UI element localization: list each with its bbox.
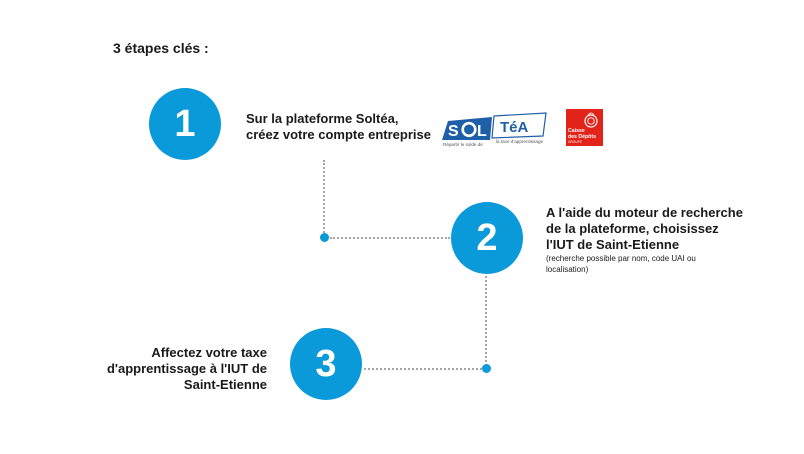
step-3-line-1: Affectez votre taxe: [151, 345, 267, 360]
step-1-line-1: Sur la plateforme Soltéa,: [246, 111, 399, 126]
step-3-text: [100, 345, 267, 393]
step-2-line-3: l'IUT de Saint-Etienne: [546, 237, 680, 252]
soltea-logo: [440, 112, 548, 148]
soltea-logo-tagline-right: la taxe d'apprentissage: [496, 139, 544, 144]
step-2-line-1: A l'aide du moteur de recherche: [546, 205, 743, 220]
step-3-line-3: Saint-Etienne: [183, 377, 267, 392]
step-2-note-line-1: (recherche possible par nom, code UAI ou: [546, 254, 696, 263]
connector-1-dot: [320, 233, 329, 242]
cdc-line-3: GROUPE: [568, 140, 582, 144]
caisse-des-depots-logo: [566, 109, 603, 146]
soltea-logo-l: L: [477, 123, 487, 140]
step-2-text: [546, 205, 743, 275]
step-3-line-2: d'apprentissage à l'IUT de: [106, 361, 267, 376]
step-2-line-2: de la plateforme, choisissez: [546, 221, 719, 236]
connector-1-vertical: [323, 160, 325, 236]
connector-1-horizontal: [330, 237, 450, 239]
cdc-line-1: Caisse: [568, 128, 585, 134]
soltea-logo-tea: TéA: [500, 119, 529, 136]
connector-2-vertical: [485, 276, 487, 366]
cdc-emblem-icon: [566, 109, 603, 146]
soltea-logo-s: S: [448, 123, 459, 140]
connector-2-dot: [482, 364, 491, 373]
page-title: 3 étapes clés :: [113, 40, 209, 56]
step-1-line-2: créez votre compte entreprise: [246, 127, 431, 142]
step-2-note-line-2: localisation): [546, 265, 589, 274]
soltea-logo-tagline-left: Répartir le solde de: [443, 142, 483, 147]
step-2-badge: 2: [451, 202, 523, 274]
step-1-badge: 1: [149, 88, 221, 160]
step-3-badge: 3: [290, 328, 362, 400]
cdc-line-2: des Dépôts: [568, 134, 596, 140]
step-1-text: [246, 111, 431, 143]
connector-2-horizontal: [364, 368, 482, 370]
